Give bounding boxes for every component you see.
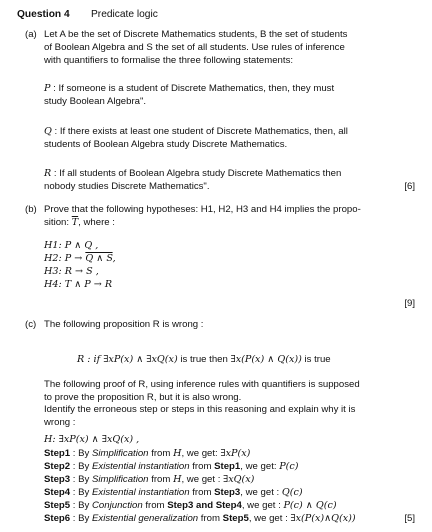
- step-pre: : By: [70, 487, 92, 498]
- part-c-desc-4: wrong :: [44, 417, 76, 428]
- step-rule: Existential generalization: [92, 513, 199, 524]
- step-result: ∃x(P(x)∧Q(x)): [290, 513, 356, 524]
- step-rule: Conjunction: [92, 500, 143, 511]
- proof-step-2: [44, 461, 299, 472]
- step-result: Q(c): [281, 487, 303, 498]
- step-mid: from: [148, 474, 174, 485]
- part-b-line-2-prefix: sition:: [44, 217, 70, 228]
- part-b-line-2: [44, 217, 115, 228]
- part-c-desc-1: The following proof of R, using inference rules with quantifiers is supposed: [44, 379, 360, 390]
- hypothesis-h2-lhs: H2: P →: [44, 253, 86, 264]
- step-label: Step4: [44, 487, 71, 498]
- step-source: Step3: [214, 487, 241, 498]
- step-result: ∃xP(x): [220, 448, 251, 459]
- step-label: Step5: [44, 500, 71, 511]
- statement-r: R : If all students of Boolean Algebra study Discrete Mathematics then: [44, 168, 342, 179]
- proof-step-6: [44, 513, 356, 524]
- step-post: , we get:: [240, 461, 280, 472]
- part-c-label: (c): [25, 319, 37, 330]
- hypothesis-h2: [44, 253, 116, 264]
- part-b-marks: [9]: [404, 298, 415, 309]
- part-b-line-2-suffix: , where :: [78, 217, 115, 228]
- statement-p-text-2: study Boolean Algebra".: [44, 96, 147, 107]
- step-pre: : By: [70, 461, 92, 472]
- step-source: H: [173, 448, 182, 459]
- step-mid: from: [189, 487, 215, 498]
- part-c-intro: The following proposition R is wrong :: [44, 319, 204, 330]
- part-a-intro-line-2: of Boolean Algebra and S the set of all students. Use rules of inference: [44, 42, 345, 53]
- part-b-label: (b): [25, 204, 37, 215]
- step-post: , we get:: [181, 448, 221, 459]
- step-source: H: [173, 474, 182, 485]
- step-post: , we get :: [181, 474, 224, 485]
- step-mid: from: [148, 448, 174, 459]
- step-label: Step3: [44, 474, 71, 485]
- part-a-intro-line-1: Let A be the set of Discrete Mathematics students, B the set of students: [44, 29, 348, 40]
- part-a-label: (a): [25, 29, 37, 40]
- step-mid: from: [198, 513, 223, 524]
- step-post: , we get :: [240, 487, 282, 498]
- statement-p-symbol: P: [44, 83, 51, 94]
- part-a-marks: [6]: [404, 181, 415, 192]
- proof-hypothesis: H: ∃xP(x) ∧ ∃xQ(x) ,: [44, 434, 140, 445]
- hypothesis-h1: H1: P ∧ Q ,: [44, 240, 99, 251]
- step-label: Step6: [44, 513, 71, 524]
- proposition-r-conclusion: ∃x(P(x) ∧ Q(x)): [230, 354, 302, 365]
- step-post: , we get :: [248, 513, 291, 524]
- step-source: Step3 and Step4: [167, 500, 242, 511]
- statement-r-text-2: nobody studies Discrete Mathematics".: [44, 181, 210, 192]
- step-label: Step1: [44, 448, 71, 459]
- hypothesis-h4: H4: T ∧ P → R: [44, 279, 113, 290]
- part-c-desc-2: to prove the proposition R, but it is also wrong.: [44, 392, 242, 403]
- part-c-marks: [5]: [404, 513, 415, 524]
- step-result: P(c) ∧ Q(c): [283, 500, 337, 511]
- step-mid: from: [142, 500, 168, 511]
- statement-p-text-1: If someone is a student of Discrete Mathematics, then, they must: [58, 83, 335, 94]
- part-b-line-1: Prove that the following hypotheses: H1, H2, H3 and H4 implies the propo-: [44, 204, 361, 215]
- step-pre: : By: [70, 448, 92, 459]
- step-result: ∃xQ(x): [223, 474, 255, 485]
- part-c-desc-3: Identify the erroneous step or steps in this reasoning and explain why it is: [44, 404, 356, 415]
- proposition-r-mid: is true then: [177, 354, 231, 365]
- question-topic: Predicate logic: [91, 9, 158, 20]
- proposition-r-end: is true: [301, 354, 331, 365]
- statement-q-symbol: Q: [44, 126, 52, 137]
- proposition-r-premise: R : if ∃xP(x) ∧ ∃xQ(x): [77, 354, 178, 365]
- step-rule: Existential instantiation: [92, 487, 190, 498]
- step-label: Step2: [44, 461, 71, 472]
- step-pre: : By: [70, 474, 92, 485]
- question-number: Question 4: [17, 9, 70, 20]
- statement-q-text-2: students of Boolean Algebra study Discrete Mathematics.: [44, 139, 288, 150]
- hypothesis-h2-negated: Q ∧ S: [85, 253, 113, 264]
- step-post: , we get :: [241, 500, 284, 511]
- step-pre: : By: [70, 500, 92, 511]
- statement-q: Q : If there exists at least one student of Discrete Mathematics, then, all: [44, 126, 348, 137]
- step-result: P(c): [279, 461, 299, 472]
- target-proposition: $\overline{T}$: [71, 217, 79, 228]
- step-mid: from: [189, 461, 215, 472]
- step-source: Step1: [214, 461, 241, 472]
- proposition-r: [77, 354, 331, 365]
- statement-q-text-1: If there exists at least one student of Discrete Mathematics, then, all: [59, 126, 348, 137]
- step-rule: Simplification: [92, 448, 149, 459]
- hypothesis-h3: H3: R → S ,: [44, 266, 99, 277]
- step-rule: Existential instantiation: [92, 461, 190, 472]
- proof-step-5: [44, 500, 337, 511]
- proof-step-1: [44, 448, 250, 459]
- statement-r-symbol: R: [44, 168, 52, 179]
- step-source: Step5: [222, 513, 249, 524]
- step-rule: Simplification: [92, 474, 149, 485]
- proof-step-3: [44, 474, 254, 485]
- hypothesis-h2-end: ,: [112, 253, 116, 264]
- proof-step-4: [44, 487, 303, 498]
- step-pre: : By: [70, 513, 92, 524]
- statement-p: P : If someone is a student of Discrete Mathematics, then, they must: [44, 83, 335, 94]
- part-a-intro-line-3: with quantifiers to formalise the three following statements:: [44, 55, 294, 66]
- statement-r-text-1: If all students of Boolean Algebra study Discrete Mathematics then: [59, 168, 342, 179]
